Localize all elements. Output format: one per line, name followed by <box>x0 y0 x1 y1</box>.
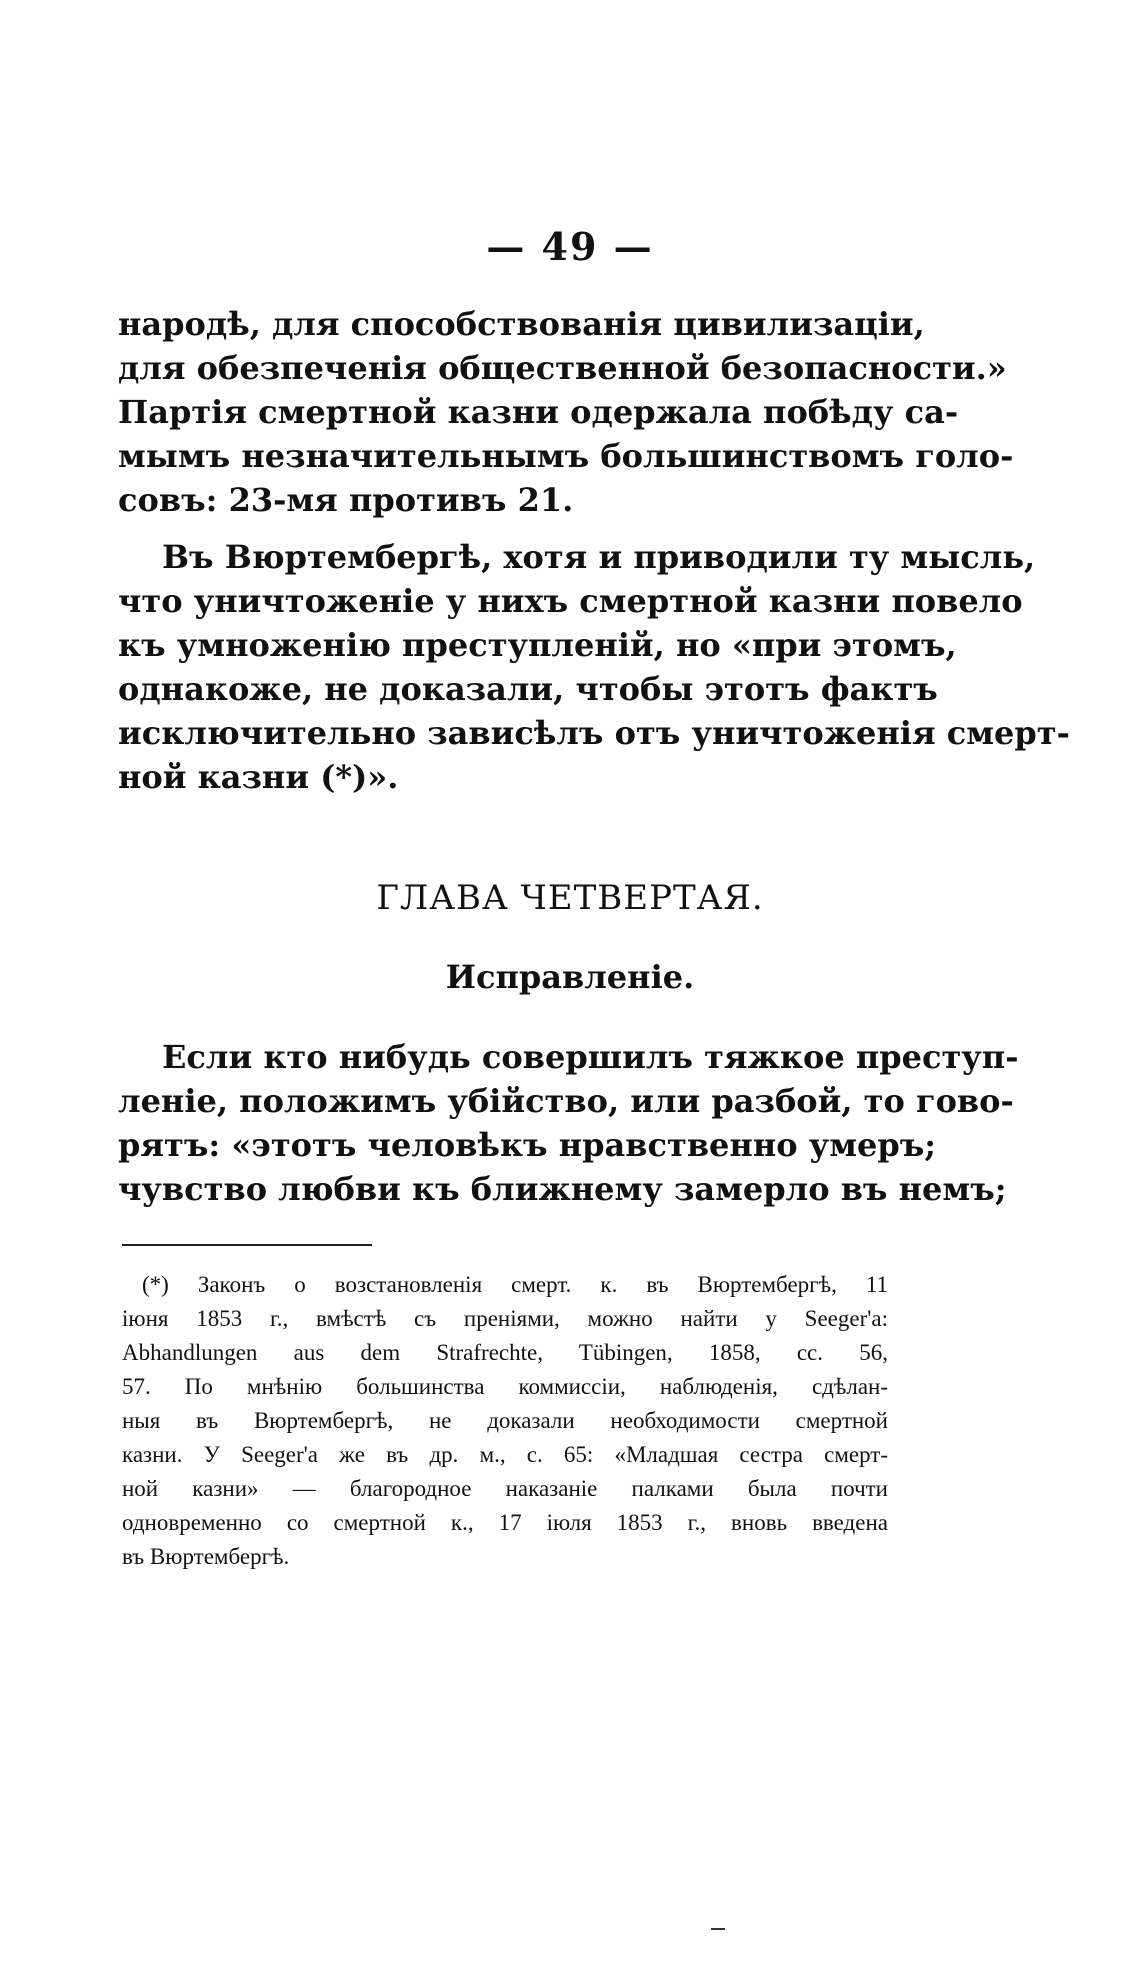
text-line: Если кто нибудь совершилъ тяжкое преступ- <box>162 1038 1019 1076</box>
text-line: Партія смертной казни одержала побѣду са- <box>118 393 959 431</box>
paragraph-wurttemberg <box>118 535 1070 799</box>
text-line: Въ Вюртембергѣ, хотя и приводили ту мысль, <box>162 538 1036 576</box>
bottom-rule-mark <box>711 1928 725 1930</box>
text-line: ной казни (*)». <box>118 758 399 796</box>
chapter-title: ГЛАВА ЧЕТВЕРТАЯ. <box>376 878 764 918</box>
text-line: къ умноженію преступленій, но «при этомъ, <box>118 626 957 664</box>
text-line: что уничтоженіе у нихъ смертной казни повело <box>118 582 1023 620</box>
footnote-line: казни. У Seeger'а же въ др. м., с. 65: «Младшая сестра смерт- <box>122 1442 888 1467</box>
footnote <box>122 1268 888 1574</box>
text-line: совъ: 23-мя противъ 21. <box>118 481 574 519</box>
text-line: для обезпеченія общественной безопасности.» <box>118 349 1007 387</box>
paragraph-correction <box>118 1035 1019 1211</box>
footnote-divider <box>122 1244 372 1246</box>
footnote-line: 57. По мнѣнію большинства коммиссіи, наблюденія, сдѣлан- <box>122 1374 888 1399</box>
text-line: чувство любви къ ближнему замерло въ немъ; <box>118 1170 1007 1208</box>
paragraph-continuation <box>118 302 1014 522</box>
footnote-line: Abhandlungen aus dem Strafrechte, Tübingen, 1858, сс. 56, <box>122 1340 888 1365</box>
text-line: мымъ незначительнымъ большинствомъ голо- <box>118 437 1014 475</box>
footnote-line: въ Вюртембергѣ. <box>122 1544 290 1569</box>
text-line: народѣ, для способствованія цивилизаціи, <box>118 305 925 343</box>
footnote-line: іюня 1853 г., вмѣстѣ съ преніями, можно найти у Seeger'a: <box>122 1306 888 1331</box>
text-line: рятъ: «этотъ человѣкъ нравственно умеръ; <box>118 1126 937 1164</box>
text-line: леніе, положимъ убійство, или разбой, то гово- <box>118 1082 1014 1120</box>
footnote-line: ныя въ Вюртембергѣ, не доказали необходимости смертной <box>122 1408 888 1433</box>
text-line: однакоже, не доказали, чтобы этотъ фактъ <box>118 670 938 708</box>
footnote-line: одновременно со смертной к., 17 іюля 1853 г., вновь введена <box>122 1510 888 1535</box>
footnote-line: (*) Законъ о возстановленія смерт. к. въ Вюртембергѣ, 11 <box>142 1272 888 1297</box>
footnote-line: ной казни» — благородное наказаніе палками была почти <box>122 1476 888 1501</box>
page-number: — 49 — <box>486 224 654 269</box>
text-line: исключительно зависѣлъ отъ уничтоженія смерт- <box>118 714 1070 752</box>
section-title: Исправленіе. <box>445 958 695 996</box>
